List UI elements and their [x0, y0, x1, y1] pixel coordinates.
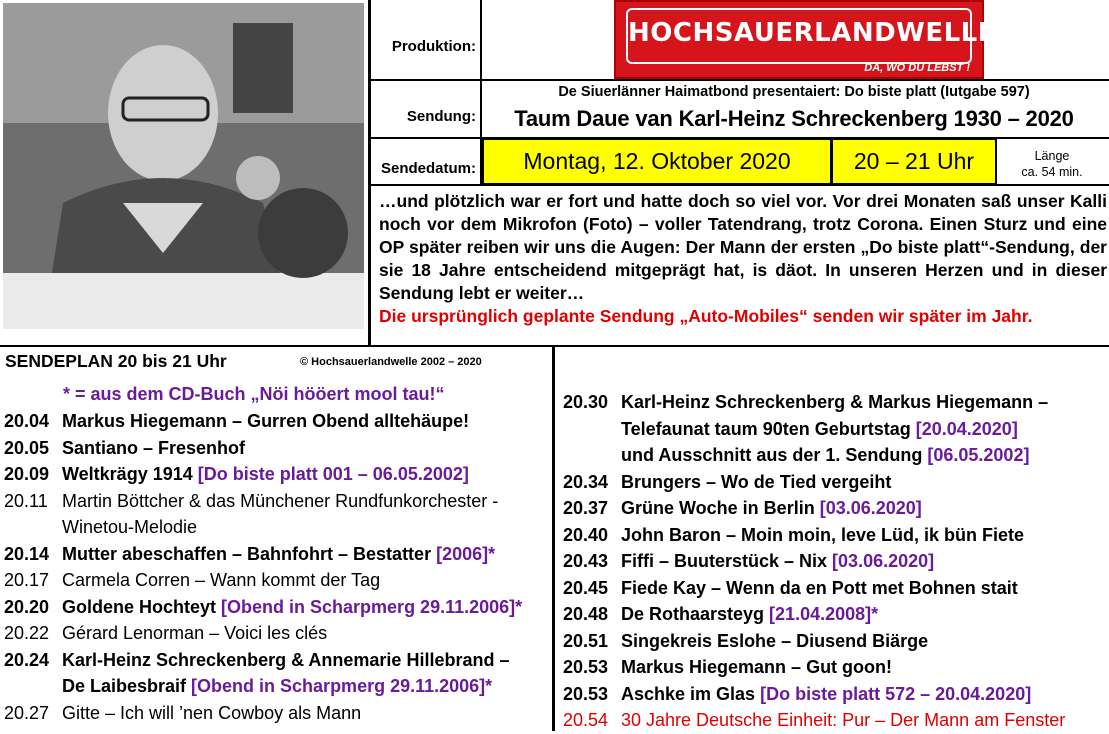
sendeplan-left-column [4, 408, 550, 726]
entry-note: [2006]* [436, 543, 496, 564]
logo-slogan: DA, WO DU LEBST ! [864, 62, 970, 74]
entry-time: 20.14 [4, 543, 50, 564]
entry-text: Markus Hiegemann – Gurren Obend alltehäupe! [62, 411, 470, 431]
entry-text: Karl-Heinz Schreckenberg & Markus Hiegemann – [621, 392, 1049, 412]
entry-text: Grüne Woche in Berlin [621, 498, 820, 518]
entry-note: [06.05.2002] [927, 445, 1030, 465]
list-item-continuation [563, 442, 1107, 469]
entry-note: [Obend in Scharpmerg 29.11.2006]* [191, 676, 493, 696]
entry-text: John Baron – Moin moin, leve Lüd, ik bün Fiete [621, 524, 1025, 545]
list-item [563, 469, 1107, 496]
logo-frame [626, 8, 997, 64]
entry-time: 20.30 [563, 392, 609, 412]
entry-text: Singekreis Eslohe – Diusend Biärge [621, 630, 929, 651]
list-item [563, 628, 1107, 655]
sendung-title: Taum Daue van Karl-Heinz Schreckenberg 1930 – 2020 [514, 106, 1074, 131]
sendeplan-title: SENDEPLAN 20 bis 21 Uhr [5, 351, 227, 371]
entry-time: 20.24 [4, 649, 50, 670]
list-item [563, 575, 1107, 602]
list-item [4, 461, 550, 488]
list-item [4, 700, 550, 727]
entry-time: 20.53 [563, 683, 609, 704]
list-item [4, 435, 550, 462]
sendung-subtitle: De Siuerlänner Haimatbond presentaiert: Do biste platt (Iutgabe 597) [558, 84, 1030, 100]
entry-note: [Obend in Scharpmerg 29.11.2006]* [221, 596, 523, 617]
length-label: Länge [1034, 149, 1070, 163]
entry-time: 20.05 [4, 437, 50, 458]
entry-text: De Rothaarsteyg [621, 604, 770, 624]
entry-time: 20.54 [563, 710, 609, 730]
entry-note: [20.04.2020] [915, 418, 1018, 439]
intro-text-block [379, 190, 1107, 328]
list-item [563, 522, 1107, 549]
broadcast-time: 20 – 21 Uhr [831, 138, 997, 185]
entry-text: Weltkrägy 1914 [62, 464, 198, 484]
entry-text: Fiede Kay – Wenn da en Pott met Bohnen stait [621, 577, 1018, 598]
entry-note: [Do biste platt 001 – 06.05.2002] [197, 464, 469, 484]
sendung-label: Sendung: [406, 108, 476, 125]
length-box [1000, 148, 1104, 180]
list-item [563, 389, 1107, 416]
entry-time: 20.43 [563, 551, 609, 571]
entry-text: Goldene Hochteyt [62, 596, 222, 617]
sendeplan-legend: * = aus dem CD-Buch „Nöi hööert mool tau!“ [63, 384, 445, 404]
sendedatum-label: Sendedatum: [380, 160, 476, 177]
divider-vertical-top [368, 0, 371, 347]
entry-note: [21.04.2008]* [769, 604, 879, 624]
entry-note: [Do biste platt 572 – 20.04.2020] [760, 683, 1032, 704]
divider-vertical-bottom [552, 346, 555, 731]
entry-time: 20.37 [563, 498, 609, 518]
entry-text: Mutter abeschaffen – Bahnfohrt – Bestatter [62, 543, 437, 564]
entry-text: 30 Jahre Deutsche Einheit: Pur – Der Mann am Fenster [621, 710, 1066, 730]
list-item [563, 707, 1107, 734]
entry-time: 20.34 [563, 471, 609, 492]
entry-text: Gitte – Ich will ’nen Cowboy als Mann [62, 702, 362, 723]
entry-time: 20.45 [563, 577, 609, 598]
entry-text: Gérard Lenorman – Voici les clés [62, 623, 328, 643]
entry-text: Markus Hiegemann – Gut goon! [621, 657, 893, 677]
list-item-continuation: Winetou-Melodie [62, 517, 198, 537]
entry-time: 20.27 [4, 702, 50, 723]
entry-time: 20.48 [563, 604, 609, 624]
portrait-photo-illustration [3, 3, 364, 329]
list-item [4, 541, 550, 568]
logo-text: HOCHSAUERLANDWELLE [628, 18, 997, 48]
list-item [4, 594, 550, 621]
list-item [563, 495, 1107, 522]
entry-note: [03.06.2020] [819, 498, 922, 518]
entry-time: 20.40 [563, 524, 609, 545]
list-item [4, 408, 550, 435]
entry-time: 20.20 [4, 596, 50, 617]
station-logo [614, 0, 997, 79]
list-item [4, 567, 550, 594]
entry-time: 20.22 [4, 623, 50, 643]
entry-time: 20.53 [563, 657, 609, 677]
list-item [563, 601, 1107, 628]
sendeplan-right-column [563, 389, 1107, 734]
entry-text: Brungers – Wo de Tied vergeiht [621, 471, 892, 492]
list-item-continuation [563, 416, 1107, 443]
entry-time: 20.09 [4, 464, 50, 484]
entry-text: Carmela Corren – Wann kommt der Tag [62, 570, 381, 590]
list-item [563, 654, 1107, 681]
entry-text: Martin Böttcher & das Münchener Rundfunkorchester - [62, 490, 499, 511]
portrait-photo [3, 3, 364, 329]
entry-text: Fiffi – Buuterstück – Nix [621, 551, 833, 571]
list-item-continuation [4, 673, 550, 700]
entry-time: 20.04 [4, 411, 50, 431]
list-item [563, 548, 1107, 575]
entry-note: [03.06.2020] [832, 551, 935, 571]
produktion-label: Produktion: [391, 38, 476, 55]
list-item [4, 488, 550, 515]
entry-time: 20.17 [4, 570, 50, 590]
entry-text: Santiano – Fresenhof [62, 437, 246, 458]
entry-text: Telefaunat taum 90ten Geburtstag [621, 418, 916, 439]
entry-text: Karl-Heinz Schreckenberg & Annemarie Hillebrand – [62, 649, 510, 670]
broadcast-date: Montag, 12. Oktober 2020 [482, 138, 832, 185]
list-item [563, 681, 1107, 708]
entry-text: Aschke im Glas [621, 683, 761, 704]
entry-time: 20.11 [4, 490, 48, 511]
entry-text: De Laibesbraif [62, 676, 192, 696]
intro-text: …und plötzlich war er fort und hatte doch so viel vor. Vor drei Monaten saß unser Kalli noch vor dem Mikrofon (Foto) – voller Tatendrang, trotz Corona. Einen Sturz und eine OP später reiben wir uns die Augen: Der Mann der ersten „Do biste platt“-Sendung, der sie 18 Jahre entscheidend mitgeprägt hat, is däot. In unseren Herzen und in dieser Sendung lebt er weiter… [379, 191, 1107, 303]
entry-text: und Ausschnitt aus der 1. Sendung [621, 445, 928, 465]
list-item [4, 620, 550, 647]
length-value: ca. 54 min. [1021, 165, 1083, 179]
intro-notice: Die ursprünglich geplante Sendung „Auto-Mobiles“ senden wir später im Jahr. [379, 306, 1033, 326]
list-item [4, 647, 550, 674]
entry-time: 20.51 [563, 630, 609, 651]
sendeplan-copyright: © Hochsauerlandwelle 2002 – 2020 [300, 356, 482, 368]
